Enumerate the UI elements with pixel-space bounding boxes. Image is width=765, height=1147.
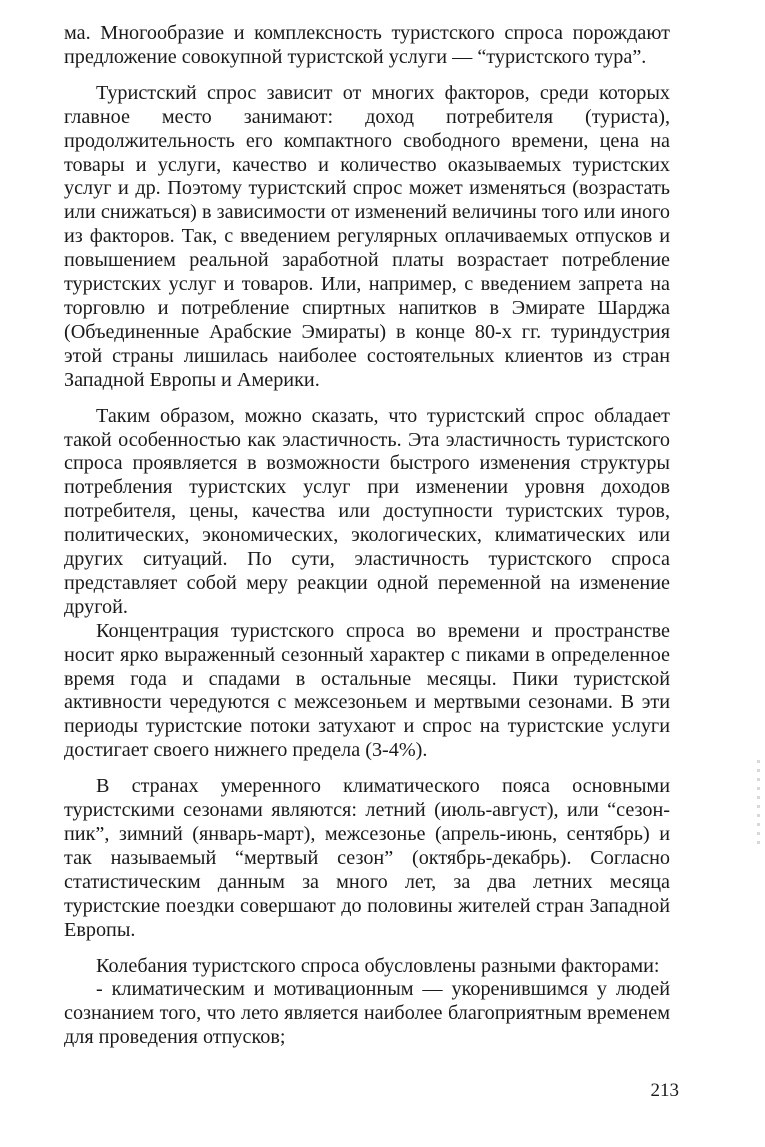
list-item-climatic: - климатическим и мотивационным — укоренившимся у людей сознанием того, что лето является наиболее благоприятным временем для проведения отпусков; bbox=[64, 978, 670, 1049]
paragraph-demand-factors: Туристский спрос зависит от многих факторов, среди которых главное место занимают: доход потребителя (туриста), продолжительность его компактного свободного времени, цена на товары и услуги, качество и количество оказываемых туристских услуг и др. Поэтому туристский спрос может изменяться (возрастать или снижаться) в зависимости от изменений величины того или иного из факторов. Так, с введением регулярных оплачиваемых отпусков и повышением реальной заработной платы возрастает потребление туристских услуг и товаров. Или, например, с введением запрета на торговлю и потребление спиртных напитков в Эмирате Шарджа (Объединенные Арабские Эмираты) в конце 80-х гг. туриндустрия этой страны лишилась наиболее состоятельных клиентов из стран Западной Европы и Америки. bbox=[64, 81, 670, 391]
page-number: 213 bbox=[650, 1080, 679, 1101]
paragraph-continued: ма. Многообразие и комплексность туристского спроса порождают предложение совокупной туристской услуги — “туристского тура”. bbox=[64, 22, 670, 68]
paragraph-fluctuations: Колебания туристского спроса обусловлены разными факторами: bbox=[96, 954, 660, 977]
scan-edge-marks bbox=[757, 760, 760, 850]
paragraph-concentration: Концентрация туристского спроса во времени и пространстве носит ярко выраженный сезонный характер с пиками в определенное время года и спадами в остальные месяцы. Пики туристской активности чередуются с межсезоньем и мертвыми сезонами. В эти периоды туристские потоки затухают и спрос на туристские услуги достигает своего нижнего предела (3-4%). bbox=[64, 619, 670, 762]
paragraph-elasticity: Таким образом, можно сказать, что туристский спрос обладает такой особенностью как эластичность. Эта эластичность туристского спроса проявляется в возможности быстрого изменения структуры потребления туристских услуг при изменении уровня доходов потребителя, цены, качества или доступности туристских туров, политических, экономических, экологических, климатических или других ситуаций. По сути, эластичность туристского спроса представляет собой меру реакции одной переменной на изменение другой. bbox=[64, 404, 670, 618]
paragraph-seasons: В странах умеренного климатического пояса основными туристскими сезонами являются: летний (июль-август), или “сезон-пик”, зимний (январь-март), межсезонье (апрель-июнь, сентябрь) и так называемый “мертвый сезон” (октябрь-декабрь). Согласно статистическим данным за много лет, за два летних месяца туристские поездки совершают до половины жителей стран Западной Европы. bbox=[64, 775, 670, 941]
document-page bbox=[64, 22, 670, 1050]
